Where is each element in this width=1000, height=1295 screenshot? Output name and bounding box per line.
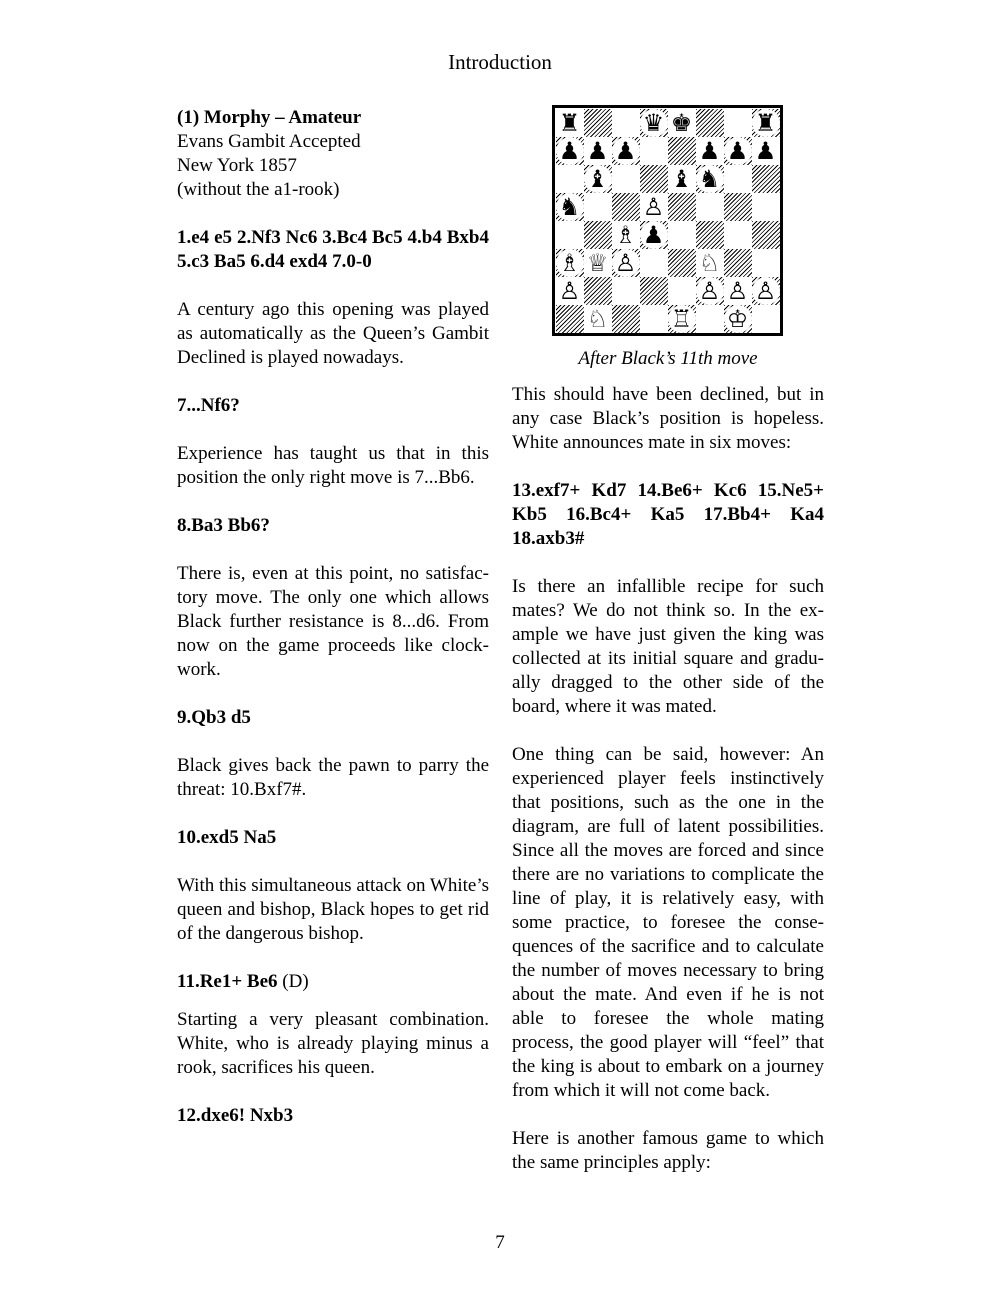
board-square [612,193,640,221]
board-square [668,193,696,221]
chess-diagram [552,105,783,336]
chess-piece-icon: ♟ [640,221,668,249]
chess-piece-icon: ♙ [696,277,724,305]
chess-piece-icon: ♜ [556,109,584,137]
board-square [584,193,612,221]
board-square [584,277,612,305]
chess-piece-icon: ♙ [612,249,640,277]
board-square [640,305,668,333]
commentary-paragraph: There is, even at this point, no satisfactory move. The only one which allows Black further resistance is 8...d6. From now on the game proceeds like clockwork. [177,563,489,680]
move-line [177,394,489,418]
board-square [612,109,640,137]
board-square [668,277,696,305]
board-square [696,221,724,249]
move-text: 8.Ba3 Bb6? [177,515,270,536]
move-line [177,970,489,994]
chess-piece-icon: ♖ [668,305,696,333]
running-head: Introduction [448,50,552,74]
move-text: 7...Nf6? [177,395,240,416]
move-text: 1.e4 e5 2.Nf3 Nc6 3.Bc4 Bc5 4.b4 Bxb4 5.c3 Ba5 6.d4 exd4 7.0-0 [177,227,489,272]
chess-piece-icon: ♙ [724,277,752,305]
chess-piece-icon: ♙ [556,277,584,305]
diagram-caption: After Black’s 11th move [578,348,758,369]
board-square [640,137,668,165]
game-opening: Evans Gambit Accepted [177,131,361,152]
board-square [640,277,668,305]
board-square [752,249,780,277]
board-square [696,193,724,221]
board-square [752,221,780,249]
commentary-paragraph: Here is another famous game to which the same principles apply: [512,1128,824,1173]
left-column [177,106,489,1128]
game-header [177,106,489,202]
board-square [556,305,584,333]
chess-piece-icon: ♙ [752,277,780,305]
chess-piece-icon: ♚ [668,109,696,137]
board-square [724,249,752,277]
chess-piece-icon: ♝ [668,165,696,193]
board-square [612,165,640,193]
board-square [752,305,780,333]
board-square [724,165,752,193]
move-text: 12.dxe6! Nxb3 [177,1105,294,1126]
game-place-year: New York 1857 [177,155,297,176]
board-square [584,109,612,137]
commentary-paragraph: One thing can be said, however: An experienced player feels instinctively that positions, such as the one in the diagram, are full of latent possibilities. Since all the moves are forced and since there are no variations to complicate the line of play, it is relatively easy, with some practice, to foresee the consequences of the sacrifice and to calculate the number of moves necessary to bring about the mate. And even if he is not able to foresee the whole mating process, the good player will “feel” that the king is about to embark on a journey from which it will not come back. [512,744,824,1101]
chess-piece-icon: ♜ [752,109,780,137]
left-column-body [177,226,489,1128]
right-column [512,383,824,1175]
move-text: 10.exd5 Na5 [177,827,277,848]
move-line [177,826,489,850]
board-square [724,109,752,137]
chess-piece-icon: ♟ [612,137,640,165]
commentary-paragraph: This should have been declined, but in any case Black’s position is hopeless. White announces mate in six moves: [512,384,824,453]
move-text: 11.Re1+ Be6 [177,971,278,992]
move-line [177,226,489,274]
move-line [177,514,489,538]
board-square [752,165,780,193]
board-square [696,305,724,333]
commentary-paragraph: Is there an infallible recipe for such mates? We do not think so. In the example we have just given the king was collected at its initial square and gradually dragged to the other side of the board, where it was mated. [512,576,824,717]
move-line [512,479,824,551]
chess-board [552,105,783,336]
move-line [177,706,489,730]
chess-piece-icon: ♟ [696,137,724,165]
chess-piece-icon: ♝ [584,165,612,193]
game-note: (without the a1-rook) [177,179,340,200]
commentary-paragraph: Black gives back the pawn to parry the threat: 10.Bxf7#. [177,755,489,800]
board-square [640,249,668,277]
board-square [668,249,696,277]
page-number: 7 [495,1232,505,1253]
board-square [724,221,752,249]
board-square [612,305,640,333]
chess-piece-icon: ♟ [752,137,780,165]
board-square [556,221,584,249]
commentary-paragraph: With this simultaneous attack on White’s queen and bishop, Black hopes to get rid of the dangerous bishop. [177,875,489,944]
right-column-body [512,383,824,1175]
chess-piece-icon: ♘ [584,305,612,333]
commentary-paragraph: A century ago this opening was played as automatically as the Queen’s Gambit Declined is played nowadays. [177,299,489,368]
chess-piece-icon: ♕ [584,249,612,277]
chess-piece-icon: ♞ [556,193,584,221]
move-text: 9.Qb3 d5 [177,707,251,728]
chess-piece-icon: ♛ [640,109,668,137]
board-square [696,109,724,137]
chess-piece-icon: ♟ [724,137,752,165]
board-square [612,277,640,305]
diagram-marker: (D) [277,971,309,992]
chess-piece-icon: ♟ [556,137,584,165]
move-text: 13.exf7+ Kd7 14.Be6+ Kc6 15.Ne5+ Kb5 16.Bc4+ Ka5 17.Bb4+ Ka4 18.axb3# [512,480,824,549]
board-square [668,221,696,249]
chess-piece-icon: ♗ [556,249,584,277]
board-square [668,137,696,165]
board-square [584,221,612,249]
board-square [556,165,584,193]
chess-piece-icon: ♞ [696,165,724,193]
game-title: (1) Morphy – Amateur [177,107,362,128]
board-square [640,165,668,193]
commentary-paragraph: Experience has taught us that in this position the only right move is 7...Bb6. [177,443,489,488]
chess-piece-icon: ♔ [724,305,752,333]
chess-piece-icon: ♘ [696,249,724,277]
move-line [177,1104,489,1128]
board-square [752,193,780,221]
board-square [724,193,752,221]
chess-piece-icon: ♙ [640,193,668,221]
chess-piece-icon: ♗ [612,221,640,249]
commentary-paragraph: Starting a very pleasant combination. White, who is already playing minus a rook, sacrifices his queen. [177,1009,489,1078]
chess-piece-icon: ♟ [584,137,612,165]
